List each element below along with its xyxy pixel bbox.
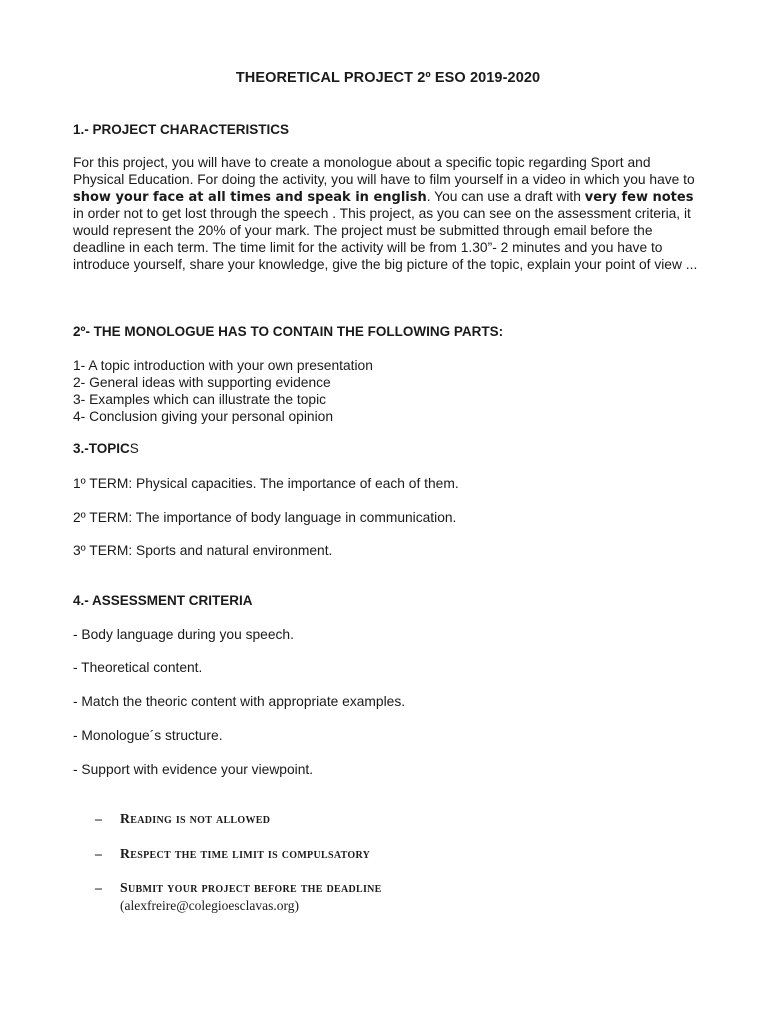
topic-term: 2º TERM: The importance of body language in communication. <box>73 510 457 525</box>
note-item <box>95 880 382 896</box>
document-title: THEORETICAL PROJECT 2º ESO 2019-2020 <box>235 70 541 86</box>
topic-term: 3º TERM: Sports and natural environment. <box>73 543 333 558</box>
section3-heading-suffix: S <box>129 441 139 456</box>
section1-text-c: in order not to get lost through the speech . This project, as you can see on the assessment criteria, it would represent the 20% of your mark. The project must be submitted through email before the deadline in each term. The time limit for the activity will be from 1.30”- 2 minutes and you have to introduce yourself, share your knowledge, give the big picture of the topic, explain your point of view ... <box>73 206 698 272</box>
criteria-item: - Match the theoric content with appropriate examples. <box>73 694 406 709</box>
note-text: Respect the time limit is compulsatory <box>120 846 371 861</box>
section1-text-b: . You can use a draft with <box>426 188 585 204</box>
part-item: 4- Conclusion giving your personal opinion <box>73 409 333 424</box>
section3-heading-bold: 3.-TOPIC <box>73 441 130 456</box>
section1-bold-a: show your face at all times and speak in english <box>73 189 427 205</box>
part-item: 2- General ideas with supporting evidence <box>73 375 331 390</box>
part-item: 3- Examples which can illustrate the topic <box>73 392 327 407</box>
section1-heading: 1.- PROJECT CHARACTERISTICS <box>73 122 290 137</box>
criteria-item: - Support with evidence your viewpoint. <box>73 762 314 777</box>
note-item <box>95 846 370 862</box>
section1-text-a: For this project, you will have to create a monologue about a specific topic regarding Sport and Physical Education. For doing the activity, you will have to film yourself in a video in which you have to <box>73 155 695 187</box>
part-item: 1- A topic introduction with your own presentation <box>73 358 373 373</box>
contact-email: (alexfreire@colegioesclavas.org) <box>120 898 299 913</box>
note-text: Submit your project before the deadline <box>120 880 382 895</box>
section2-heading: 2º- THE MONOLOGUE HAS TO CONTAIN THE FOLLOWING PARTS: <box>73 324 504 339</box>
section4-heading: 4.- ASSESSMENT CRITERIA <box>73 593 253 608</box>
criteria-item: - Monologue´s structure. <box>73 728 223 743</box>
note-text: Reading is not allowed <box>120 811 271 826</box>
section1-bold-b: very few notes <box>584 189 694 205</box>
topic-term: 1º TERM: Physical capacities. The importance of each of them. <box>73 476 459 491</box>
section1-paragraph <box>73 155 703 274</box>
dash-bullet: – <box>95 880 102 895</box>
criteria-item: - Theoretical content. <box>73 660 203 675</box>
dash-bullet: – <box>95 811 102 826</box>
criteria-item: - Body language during you speech. <box>73 627 294 642</box>
note-item <box>95 811 270 827</box>
section3-heading <box>73 441 139 456</box>
dash-bullet: – <box>95 846 102 861</box>
